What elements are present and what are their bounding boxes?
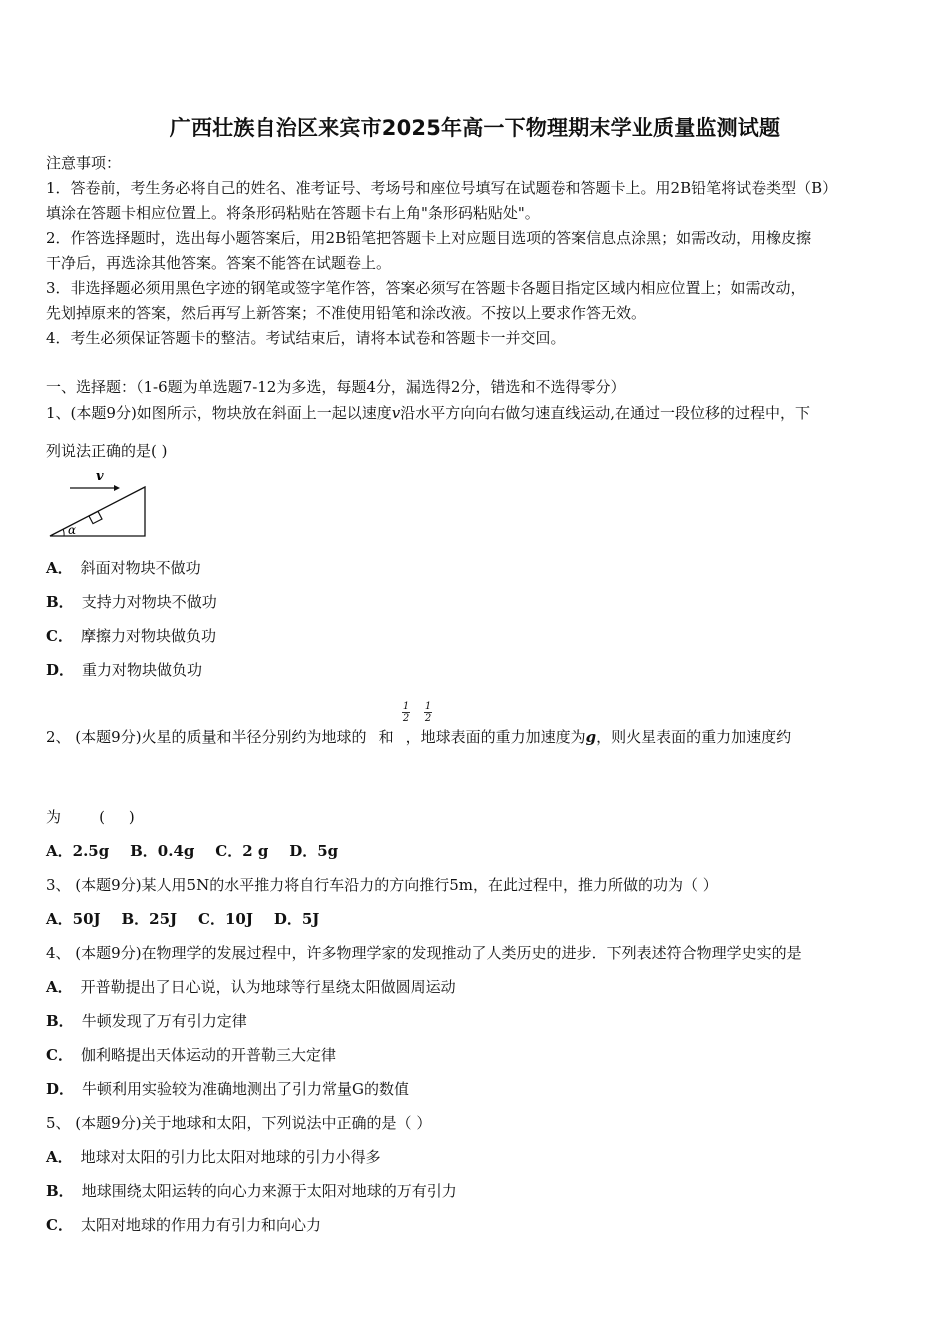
option-b: B． 支持力对物块不做功 xyxy=(46,593,217,611)
gravity-symbol: g xyxy=(585,728,597,746)
option-b: B． 牛顿发现了万有引力定律 xyxy=(46,1012,247,1030)
notice-line: 先划掉原来的答案，然后再写上新答案；不准使用铅笔和涂改液。不按以上要求作答无效。 xyxy=(46,304,647,322)
question-1-text-cont: 沿水平方向向右做匀速直线运动,在通过一段位移的过程中，下 xyxy=(400,404,811,422)
page-title: 广西壮族自治区来宾市2025年高一下物理期末学业质量监测试题 xyxy=(169,116,781,140)
velocity-symbol: v xyxy=(391,404,401,422)
option-d: D． 重力对物块做负功 xyxy=(46,661,203,679)
question-3-text: 3、 (本题9分)某人用5N的水平推力将自行车沿力的方向推行5m，在此过程中，推力所做的功为（ ） xyxy=(46,876,718,894)
notice-line: 填涂在答题卡相应位置上。将条形码粘贴在答题卡右上角"条形码粘贴处"。 xyxy=(46,204,540,222)
notice-line: 干净后，再选涂其他答案。答案不能答在试题卷上。 xyxy=(46,254,392,272)
angle-arc xyxy=(63,529,64,536)
question-5-text: 5、 (本题9分)关于地球和太阳，下列说法中正确的是（ ） xyxy=(46,1114,432,1132)
section-heading: 一、选择题：（1-6题为单选题7-12为多选，每题4分，漏选得2分，错选和不选得零分） xyxy=(46,378,626,396)
option-d: D． 牛顿利用实验较为准确地测出了引力常量G的数值 xyxy=(46,1080,410,1098)
notice-line: 1．答卷前，考生务必将自己的姓名、准考证号、考场号和座位号填写在试题卷和答题卡上。用2B铅笔将试卷类型（B） xyxy=(46,179,838,197)
question-1-text: 1、(本题9分)如图所示，物块放在斜面上一起以速度 xyxy=(46,404,392,422)
question-1-line-1 xyxy=(46,402,810,423)
question-2-line-2: 为 ( ) xyxy=(46,808,135,826)
option-c: C． 太阳对地球的作用力有引力和向心力 xyxy=(46,1216,321,1234)
notice-heading: 注意事项： xyxy=(46,154,122,172)
incline-figure xyxy=(46,464,152,540)
option-a: A． 开普勒提出了日心说，认为地球等行星绕太阳做圆周运动 xyxy=(46,978,456,996)
angle-label: α xyxy=(68,523,77,537)
notice-line: 2．作答选择题时，选出每小题答案后，用2B铅笔把答题卡上对应题目选项的答案信息点涂黑；如需改动，用橡皮擦 xyxy=(46,229,812,247)
option-b: B． 地球围绕太阳运转的向心力来源于太阳对地球的万有引力 xyxy=(46,1182,457,1200)
velocity-arrowhead xyxy=(114,485,120,491)
option-a: A． 地球对太阳的引力比太阳对地球的引力小得多 xyxy=(46,1148,381,1166)
option-a: A． 斜面对物块不做功 xyxy=(46,559,201,577)
notice-line: 3．非选择题必须用黑色字迹的钢笔或签字笔作答，答案必须写在答题卡各题目指定区域内相应位置上；如需改动， xyxy=(46,279,806,297)
option-c: C． 摩擦力对物块做负功 xyxy=(46,627,216,645)
question-4-text: 4、 (本题9分)在物理学的发展过程中，许多物理学家的发现推动了人类历史的进步．下列表述符合物理学史实的是 xyxy=(46,944,802,962)
notice-line: 4．考生必须保证答题卡的整洁。考试结束后，请将本试卷和答题卡一并交回。 xyxy=(46,329,566,347)
fraction-half-1: 1 2 xyxy=(402,701,410,724)
question-2-options: A．2.5g B．0.4g C．2 g D．5g xyxy=(46,842,339,860)
question-2-line-1: 2、 (本题9分)火星的质量和半径分别约为地球的 和 ，地球表面的重力加速度为g，则火星表面的重力加速度约 xyxy=(46,728,792,746)
question-3-options: A．50J B．25J C．10J D．5J xyxy=(46,910,320,928)
fraction-half-2: 1 2 xyxy=(424,701,432,724)
option-c: C． 伽利略提出天体运动的开普勒三大定律 xyxy=(46,1046,336,1064)
question-1-line-2: 列说法正确的是( ) xyxy=(46,442,168,460)
block-on-incline xyxy=(89,511,102,523)
velocity-label: v xyxy=(96,469,104,484)
